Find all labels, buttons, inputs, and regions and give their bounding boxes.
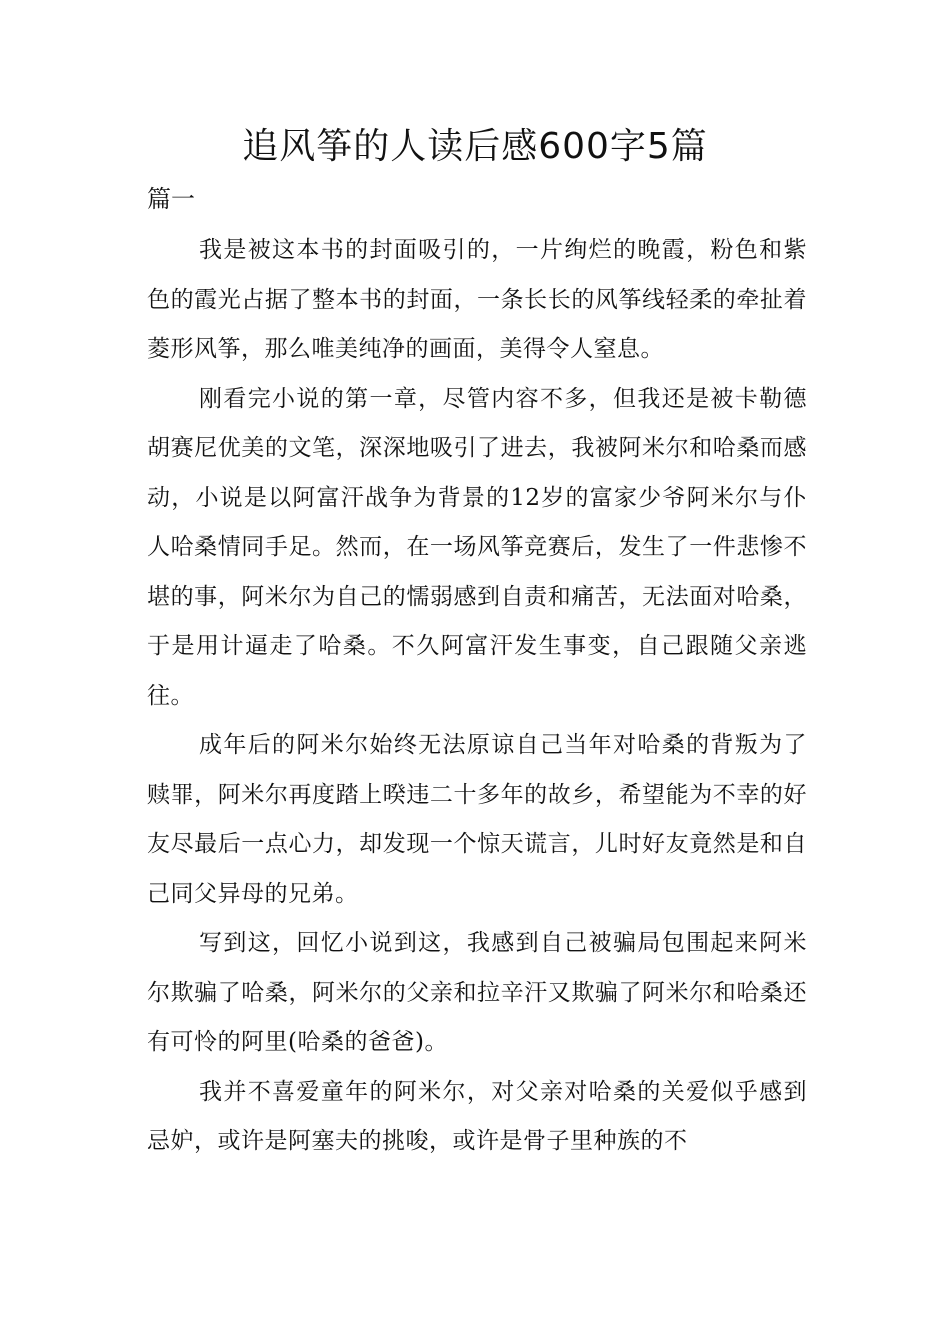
- document-body: [147, 226, 807, 1167]
- paragraph-1: 我是被这本书的封面吸引的，一片绚烂的晚霞，粉色和紫色的霞光占据了整本书的封面，一条长长的风筝线轻柔的牵扯着菱形风筝，那么唯美纯净的画面，美得令人窒息。: [147, 237, 807, 362]
- paragraph-4: 写到这，回忆小说到这，我感到自己被骗局包围起来阿米尔欺骗了哈桑，阿米尔的父亲和拉辛汗又欺骗了阿米尔和哈桑还有可怜的阿里(哈桑的爸爸)。: [147, 930, 807, 1055]
- paragraph-5: 我并不喜爱童年的阿米尔，对父亲对哈桑的关爱似乎感到忌妒，或许是阿塞夫的挑唆，或许是骨子里种族的不: [147, 1078, 807, 1154]
- document-title: 追风筝的人读后感600字5篇: [242, 126, 708, 167]
- paragraph-2: 刚看完小说的第一章，尽管内容不多，但我还是被卡勒德胡赛尼优美的文笔，深深地吸引了进去，我被阿米尔和哈桑而感动，小说是以阿富汗战争为背景的12岁的富家少爷阿米尔与仆人哈桑情同手足。然而，在一场风筝竞赛后，发生了一件悲惨不堪的事，阿米尔为自己的懦弱感到自责和痛苦，无法面对哈桑，于是用计逼走了哈桑。不久阿富汗发生事变，自己跟随父亲逃往。: [147, 385, 807, 709]
- paragraph-3: 成年后的阿米尔始终无法原谅自己当年对哈桑的背叛为了赎罪，阿米尔再度踏上暌违二十多年的故乡，希望能为不幸的好友尽最后一点心力，却发现一个惊天谎言，儿时好友竟然是和自己同父异母的兄弟。: [147, 732, 807, 907]
- section-label: 篇一: [147, 185, 195, 213]
